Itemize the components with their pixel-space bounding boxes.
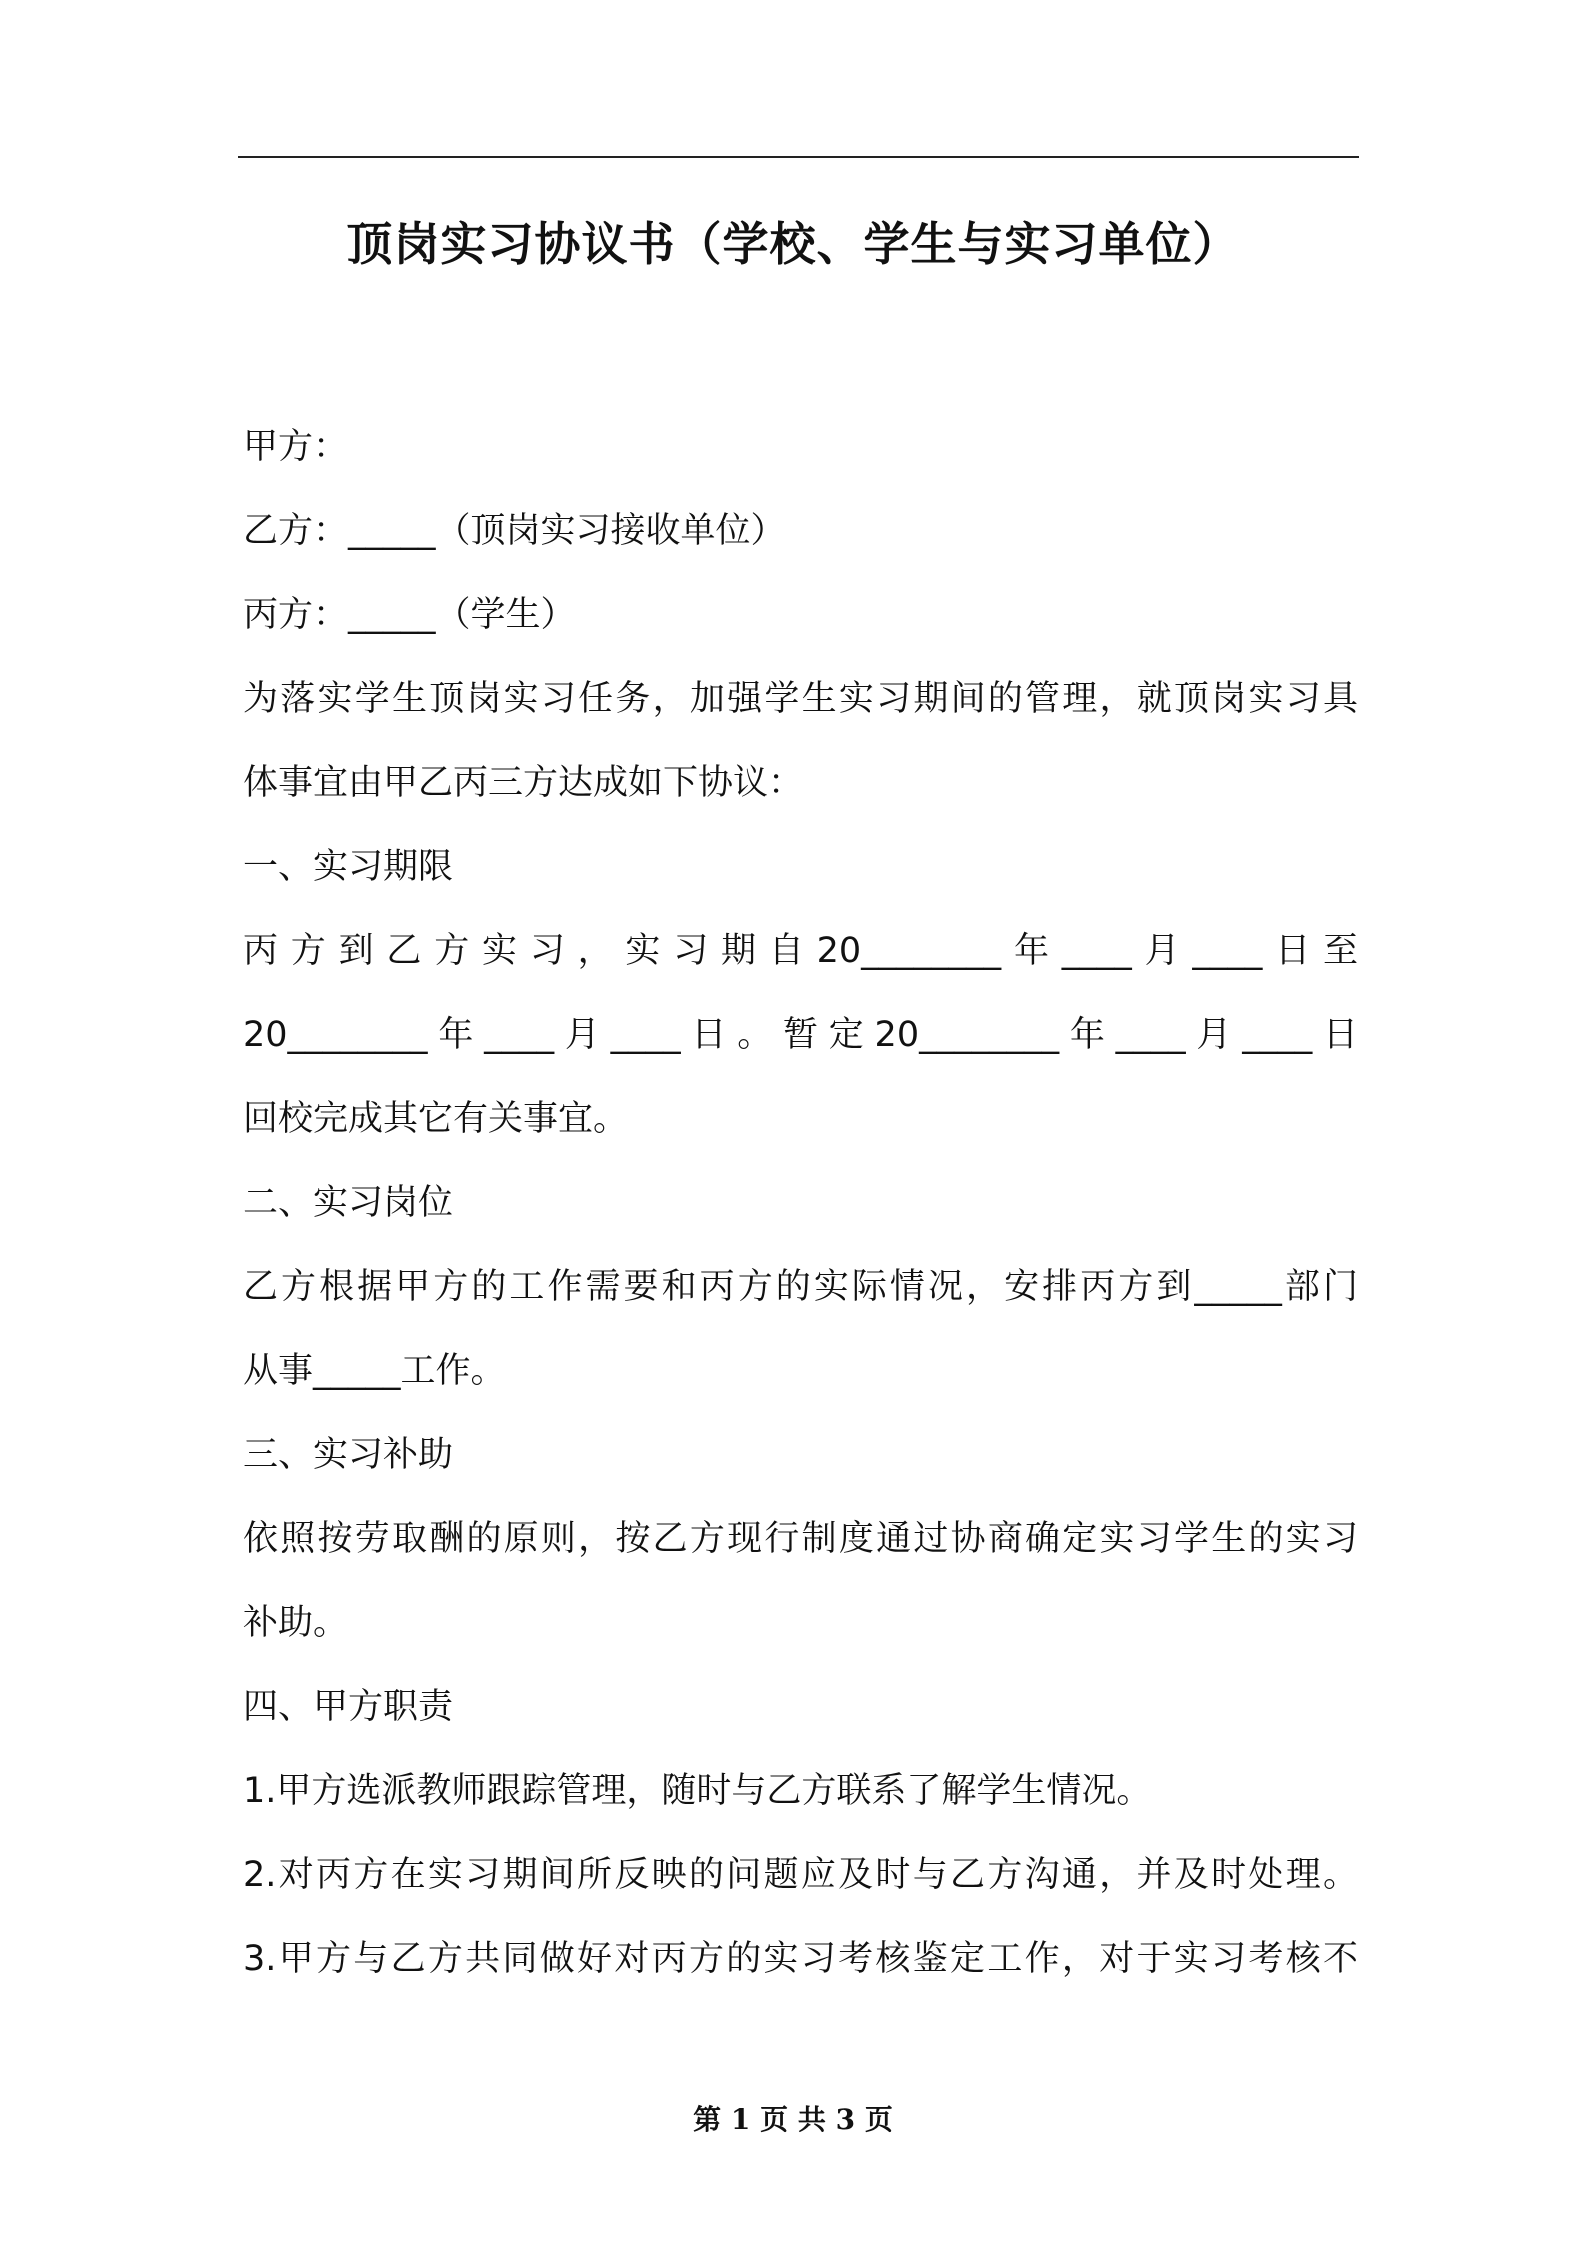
allowance-line-1: 依照按劳取酬的原则，按乙方现行制度通过协商确定实习学生的实习 xyxy=(243,1519,1358,1559)
allowance-line-2: 补助。 xyxy=(243,1603,349,1643)
period-line-1: 丙方到乙方实习，实习期自20________年____月____日至 xyxy=(243,931,1358,971)
section-heading-party-a-duties: 四、甲方职责 xyxy=(243,1687,454,1727)
section-heading-allowance: 三、实习补助 xyxy=(243,1435,454,1475)
section-heading-period: 一、实习期限 xyxy=(243,847,454,887)
duty-item-1: 1.甲方选派教师跟踪管理，随时与乙方联系了解学生情况。 xyxy=(243,1771,1152,1811)
page-footer: 第 1 页 共 3 页 xyxy=(693,2103,893,2136)
preamble-line-1: 为落实学生顶岗实习任务，加强学生实习期间的管理，就顶岗实习具 xyxy=(243,679,1358,719)
duty-item-2: 2.对丙方在实习期间所反映的问题应及时与乙方沟通，并及时处理。 xyxy=(243,1855,1358,1895)
party-c-line: 丙方：_____（学生） xyxy=(243,595,576,635)
document-body xyxy=(243,405,1358,2001)
document-title: 顶岗实习协议书（学校、学生与实习单位） xyxy=(346,217,1240,271)
position-line-1: 乙方根据甲方的工作需要和丙方的实际情况，安排丙方到_____部门 xyxy=(243,1267,1358,1307)
party-b-line: 乙方：_____（顶岗实习接收单位） xyxy=(243,511,786,551)
party-a-line: 甲方： xyxy=(243,427,349,467)
section-heading-position: 二、实习岗位 xyxy=(243,1183,454,1223)
period-line-2: 20________年____月____日。暂定20________年____月____日 xyxy=(243,1015,1358,1055)
header-rule xyxy=(238,156,1359,158)
preamble-line-2: 体事宜由甲乙丙三方达成如下协议： xyxy=(243,763,804,803)
position-line-2: 从事_____工作。 xyxy=(243,1351,506,1391)
period-line-3: 回校完成其它有关事宜。 xyxy=(243,1099,629,1139)
duty-item-3: 3.甲方与乙方共同做好对丙方的实习考核鉴定工作，对于实习考核不 xyxy=(243,1939,1358,1979)
